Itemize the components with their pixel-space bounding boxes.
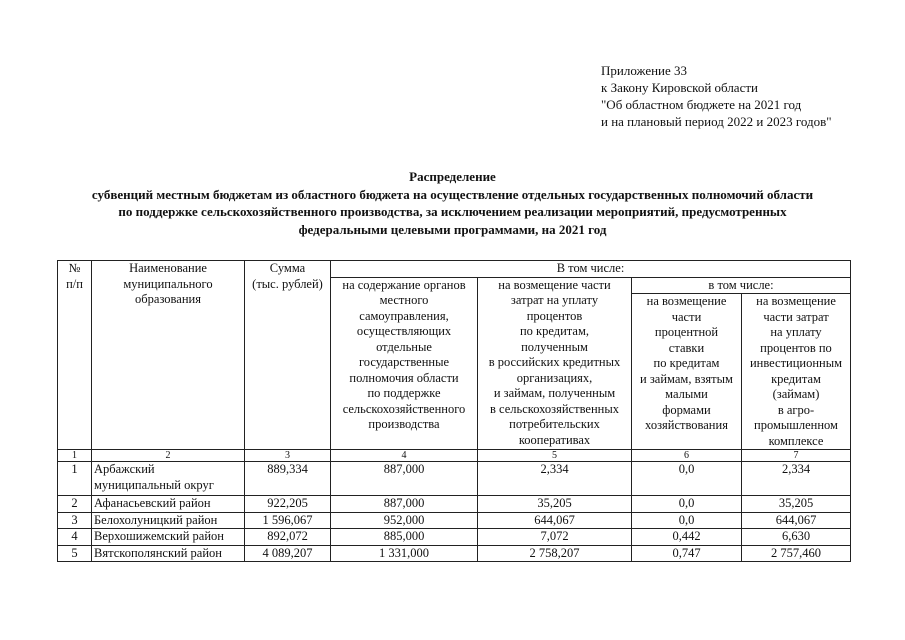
header-line: государственные <box>358 355 450 369</box>
annex-line: Приложение 33 <box>601 63 688 78</box>
title-line: субвенций местным бюджетам из областного бюджета на осуществление отдельных государственных полномочий области <box>91 186 814 202</box>
cell-c6: 0,0 <box>632 496 742 513</box>
header-line: в российских кредитных <box>488 355 621 369</box>
cell-c4: 952,000 <box>331 512 478 529</box>
header-line: на уплату <box>770 325 822 339</box>
column-number: 4 <box>331 450 478 462</box>
cell-c6: 0,0 <box>632 512 742 529</box>
cell-num: 5 <box>58 545 92 562</box>
cell-name <box>92 496 245 513</box>
header-line: части затрат <box>763 309 829 324</box>
table-row <box>58 529 851 546</box>
municipality-name: Вятскополянский район <box>94 545 222 560</box>
cell-c6: 0,0 <box>632 462 742 496</box>
header-line: на возмещение части <box>498 277 611 292</box>
header-line: № <box>68 261 81 275</box>
municipality-name: Афанасьевский район <box>94 496 211 510</box>
cell-c7: 644,067 <box>742 512 851 529</box>
cell-name <box>92 545 245 562</box>
header-line: малыми <box>665 387 708 401</box>
header-col5 <box>478 277 632 450</box>
cell-c7: 2 757,460 <box>742 545 851 562</box>
header-line: по кредитам <box>653 356 720 370</box>
header-line: (тыс. рублей) <box>252 276 323 291</box>
header-line: кредитам <box>771 371 821 386</box>
municipality-name: Верхошижемский район <box>94 529 224 543</box>
header-line: ставки <box>668 340 705 355</box>
header-sum <box>245 261 331 450</box>
header-number <box>58 261 92 450</box>
header-line: местного <box>379 293 429 307</box>
cell-c7: 2,334 <box>742 462 851 496</box>
header-line: процентной <box>654 325 719 339</box>
header-line: самоуправления, <box>359 308 449 323</box>
annex-line: "Об областном бюджете на 2021 год <box>601 97 802 112</box>
annex-line: и на плановый период 2022 и 2023 годов" <box>601 114 832 129</box>
cell-num: 1 <box>58 462 92 496</box>
header-line: на содержание органов <box>342 277 466 292</box>
cell-c5: 35,205 <box>478 496 632 513</box>
header-line: части <box>671 309 702 324</box>
municipality-name: Белохолуницкий район <box>94 512 218 527</box>
cell-c5: 2 758,207 <box>478 545 632 562</box>
cell-sum: 889,334 <box>245 462 331 496</box>
header-line: муниципального <box>123 276 213 291</box>
cell-sum: 892,072 <box>245 529 331 546</box>
cell-name <box>92 529 245 546</box>
header-line: комплексе <box>768 433 824 448</box>
header-line: Наименование <box>129 261 207 275</box>
cell-sum: 922,205 <box>245 496 331 513</box>
header-line: п/п <box>66 276 83 291</box>
cell-c5: 7,072 <box>478 529 632 546</box>
column-number-row <box>58 450 851 462</box>
table-row <box>58 545 851 562</box>
column-number: 5 <box>478 450 632 462</box>
cell-c7: 35,205 <box>742 496 851 513</box>
header-line: Сумма <box>269 261 306 275</box>
header-col6 <box>632 294 742 450</box>
cell-c5: 2,334 <box>478 462 632 496</box>
header-line: на возмещение <box>756 294 836 308</box>
annex-note <box>601 62 832 130</box>
header-line: потребительских <box>509 417 600 431</box>
cell-c5: 644,067 <box>478 512 632 529</box>
table-row <box>58 462 851 496</box>
header-line: в агро- <box>777 402 815 417</box>
column-number: 6 <box>632 450 742 462</box>
header-municipality <box>92 261 245 450</box>
header-line: и займам, взятым <box>640 371 733 386</box>
cell-c7: 6,630 <box>742 529 851 546</box>
header-including: В том числе: <box>331 261 851 278</box>
header-line: процентов по <box>760 340 832 355</box>
header-line: сельскохозяйственного <box>342 401 466 416</box>
header-line: по поддержке <box>367 386 441 400</box>
cell-c4: 885,000 <box>331 529 478 546</box>
header-line: в сельскохозяйственных <box>490 401 619 416</box>
title-line: федеральными целевыми программами, на 2021 год <box>298 221 607 237</box>
column-number: 2 <box>92 450 245 462</box>
cell-num: 2 <box>58 496 92 513</box>
header-line: полномочия области <box>349 370 459 385</box>
header-line: производства <box>368 417 440 431</box>
header-line: кооперативах <box>518 432 591 447</box>
header-line: организациях, <box>516 370 593 385</box>
header-line: промышленном <box>754 418 838 432</box>
cell-num: 4 <box>58 529 92 546</box>
header-col4 <box>331 277 478 450</box>
cell-name <box>92 462 245 496</box>
cell-sum: 1 596,067 <box>245 512 331 529</box>
table-row <box>58 512 851 529</box>
header-line: (займам) <box>772 387 820 401</box>
title-line: Распределение <box>409 169 496 184</box>
subsidy-table <box>57 260 851 562</box>
header-sub-including: в том числе: <box>632 277 851 294</box>
column-number: 3 <box>245 450 331 462</box>
header-line: затрат на уплату <box>510 293 599 307</box>
cell-c4: 887,000 <box>331 462 478 496</box>
header-line: полученным <box>521 339 588 354</box>
header-line: осуществляющих <box>356 324 452 338</box>
cell-num: 3 <box>58 512 92 529</box>
header-col7 <box>742 294 851 450</box>
cell-name <box>92 512 245 529</box>
cell-c6: 0,747 <box>632 545 742 562</box>
document-title <box>0 168 905 238</box>
annex-line: к Закону Кировской области <box>601 80 758 95</box>
header-line: формами <box>662 402 711 417</box>
column-number: 7 <box>742 450 851 462</box>
header-line: по кредитам, <box>519 324 590 338</box>
table-row <box>58 496 851 513</box>
header-line: и займам, полученным <box>493 386 616 400</box>
cell-c6: 0,442 <box>632 529 742 546</box>
cell-c4: 1 331,000 <box>331 545 478 562</box>
header-line: образования <box>135 292 201 306</box>
column-number: 1 <box>58 450 92 462</box>
title-line: по поддержке сельскохозяйственного производства, за исключением реализации мероприятий, предусмотренных <box>118 204 787 219</box>
municipality-name: Арбажский муниципальный округ <box>94 462 214 492</box>
cell-c4: 887,000 <box>331 496 478 513</box>
header-line: на возмещение <box>646 294 727 308</box>
header-line: процентов <box>526 308 583 323</box>
header-line: хозяйствования <box>645 418 728 432</box>
header-line: инвестиционным <box>749 356 843 370</box>
cell-sum: 4 089,207 <box>245 545 331 562</box>
header-line: отдельные <box>376 339 432 354</box>
